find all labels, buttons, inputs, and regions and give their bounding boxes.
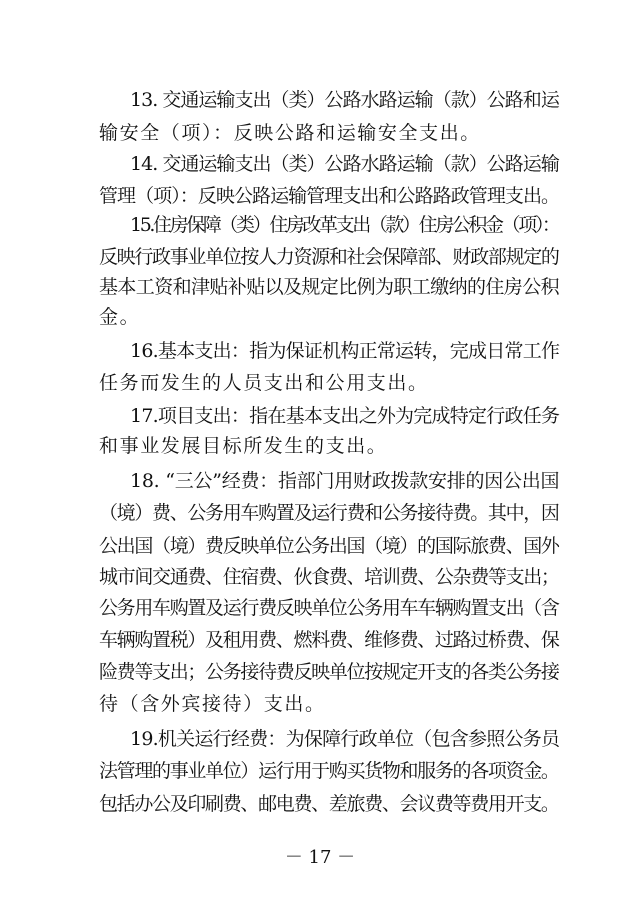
paragraph-18-line-7: 险费等支出；公务接待费反映单位按规定开支的各类公务接	[99, 661, 559, 683]
paragraph-16-line-2: 任务而发生的人员支出和公用支出。	[99, 372, 429, 394]
paragraph-19-line-2: 法管理的事业单位）运行用于购买货物和服务的各项资金。	[99, 760, 559, 782]
paragraph-19-line-3: 包括办公及印刷费、邮电费、差旅费、会议费等费用开支。	[99, 793, 559, 815]
paragraph-17-line-2: 和事业发展目标所发生的支出。	[99, 435, 388, 457]
paragraph-18-line-2: （境）费、公务用车购置及运行费和公务接待费。其中，因	[99, 502, 559, 524]
paragraph-15-line-1: 15.住房保障（类）住房改革支出（款）住房公积金（项）：	[130, 214, 559, 236]
paragraph-19-line-1: 19.机关运行经费：为保障行政单位（包含参照公务员	[130, 728, 560, 750]
paragraph-18-line-3: 公出国（境）费反映单位公务出国（境）的国际旅费、国外	[99, 535, 559, 557]
paragraph-15-line-3: 基本工资和津贴补贴以及规定比例为职工缴纳的住房公积	[99, 276, 560, 298]
paragraph-18-line-4: 城市间交通费、住宿费、伙食费、培训费、公杂费等支出；	[99, 566, 559, 588]
paragraph-18-line-6: 车辆购置税）及租用费、燃料费、维修费、过路过桥费、保	[99, 629, 559, 651]
paragraph-15-line-4: 金。	[99, 306, 141, 328]
paragraph-14-line-1: 14. 交通运输支出（类）公路水路运输（款）公路运输	[130, 153, 559, 175]
paragraph-14-line-2: 管理（项）：反映公路运输管理支出和公路路政管理支出。	[99, 185, 560, 207]
page-number: － 17 －	[284, 847, 356, 868]
paragraph-18-line-8: 待（含外宾接待）支出。	[99, 693, 326, 715]
paragraph-13-line-2: 输安全（项）：反映公路和运输安全支出。	[99, 122, 481, 144]
paragraph-16-line-1: 16.基本支出：指为保证机构正常运转，完成日常工作	[130, 340, 560, 362]
paragraph-17-line-1: 17.项目支出：指在基本支出之外为完成特定行政任务	[130, 405, 560, 427]
paragraph-18-line-1: 18. “三公”经费：指部门用财政拨款安排的因公出国	[130, 470, 560, 492]
paragraph-15-line-2: 反映行政事业单位按人力资源和社会保障部、财政部规定的	[99, 246, 559, 268]
paragraph-13-line-1: 13. 交通运输支出（类）公路水路运输（款）公路和运	[130, 89, 559, 111]
paragraph-18-line-5: 公务用车购置及运行费反映单位公务用车车辆购置支出（含	[99, 597, 559, 619]
